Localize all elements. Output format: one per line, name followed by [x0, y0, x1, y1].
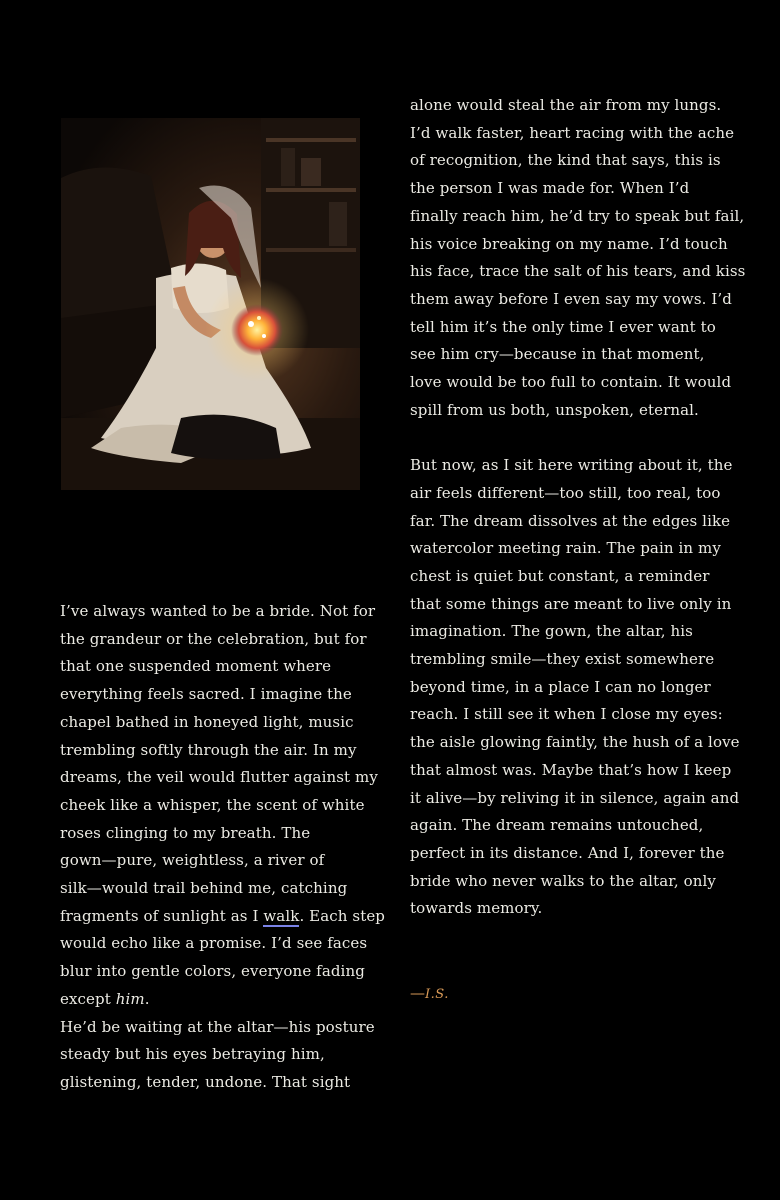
text-line: silk—would trail behind me, catching	[60, 879, 348, 898]
text-line: far. The dream dissolves at the edges like	[410, 511, 731, 530]
underlined-word: walk	[263, 906, 300, 925]
text-segment: fragments of sunlight as I	[60, 906, 264, 925]
text-line: the person I was made for. When I’d	[410, 179, 690, 198]
text-line: chest is quiet but constant, a reminder	[410, 566, 710, 585]
text-line: it alive—by reliving it in silence, again and	[410, 788, 740, 807]
text-line: again. The dream remains untouched,	[410, 816, 704, 835]
text-line: the grandeur or the celebration, but for	[60, 629, 367, 648]
text-line: that one suspended moment where	[60, 657, 332, 676]
text-line: blur into gentle colors, everyone fading	[60, 962, 365, 981]
text-line: imagination. The gown, the altar, his	[410, 622, 693, 641]
text-line: chapel bathed in honeyed light, music	[60, 712, 354, 731]
text-line: the aisle glowing faintly, the hush of a love	[410, 733, 740, 752]
right-column	[410, 92, 746, 923]
text-line: perfect in its distance. And I, forever the	[410, 843, 725, 862]
paragraph-gap	[410, 424, 720, 452]
text-line: alone would steal the air from my lungs.	[410, 96, 722, 114]
text-line: watercolor meeting rain. The pain in my	[410, 539, 721, 558]
text-line: I’ve always wanted to be a bride. Not for	[60, 602, 376, 620]
bride-photo	[61, 118, 360, 490]
paragraph-2	[410, 452, 740, 923]
text-line: everything feels sacred. I imagine the	[60, 685, 352, 704]
text-line: that some things are meant to live only in	[410, 594, 732, 613]
text-line: of recognition, the kind that says, this is	[410, 151, 721, 170]
text-line: tell him it’s the only time I ever want to	[410, 317, 716, 336]
text-line: beyond time, in a place I can no longer	[410, 677, 711, 696]
text-line: trembling softly through the air. In my	[60, 740, 357, 759]
emphasis-word: him	[115, 989, 145, 1008]
text-line: would echo like a promise. I’d see faces	[60, 934, 368, 953]
text-line: cheek like a whisper, the scent of white	[60, 795, 365, 814]
text-segment: .	[144, 989, 150, 1008]
text-line: dreams, the veil would flutter against my	[60, 768, 378, 787]
text-segment: . Each step	[299, 906, 386, 925]
text-line: spill from us both, unspoken, eternal.	[410, 400, 699, 419]
text-line: finally reach him, he’d try to speak but fail,	[410, 206, 745, 225]
text-line: his voice breaking on my name. I’d touch	[410, 234, 728, 253]
text-line: his face, trace the salt of his tears, and kiss	[410, 262, 746, 281]
text-line: towards memory.	[410, 899, 543, 918]
text-line-except	[60, 986, 365, 1014]
text-line: I’d walk faster, heart racing with the ache	[410, 123, 735, 142]
text-line: trembling smile—they exist somewhere	[410, 650, 715, 669]
paragraph-1	[410, 92, 746, 424]
text-line: roses clinging to my breath. The	[60, 823, 311, 842]
text-line: see him cry—because in that moment,	[410, 345, 705, 364]
text-line: steady but his eyes betraying him,	[60, 1045, 325, 1064]
text-line: them away before I even say my vows. I’d	[410, 289, 732, 308]
signature	[410, 980, 449, 1008]
text-line: reach. I still see it when I close my eyes:	[410, 705, 723, 724]
text-line: But now, as I sit here writing about it, the	[410, 456, 733, 475]
text-line: that almost was. Maybe that’s how I keep	[410, 760, 732, 779]
text-line: love would be too full to contain. It would	[410, 373, 732, 392]
text-line: air feels different—too still, too real, too	[410, 483, 721, 502]
text-line-walk	[60, 903, 386, 931]
text-segment: except	[60, 989, 116, 1008]
signature-name: I.S.	[425, 987, 449, 1002]
left-column	[60, 598, 386, 1097]
text-line: gown—pure, weightless, a river of	[60, 851, 325, 870]
text-line: glistening, tender, undone. That sight	[60, 1072, 351, 1091]
text-line: bride who never walks to the altar, only	[410, 871, 716, 890]
text-line: He’d be waiting at the altar—his posture	[60, 1017, 375, 1036]
signature-dash: —	[410, 984, 425, 1002]
